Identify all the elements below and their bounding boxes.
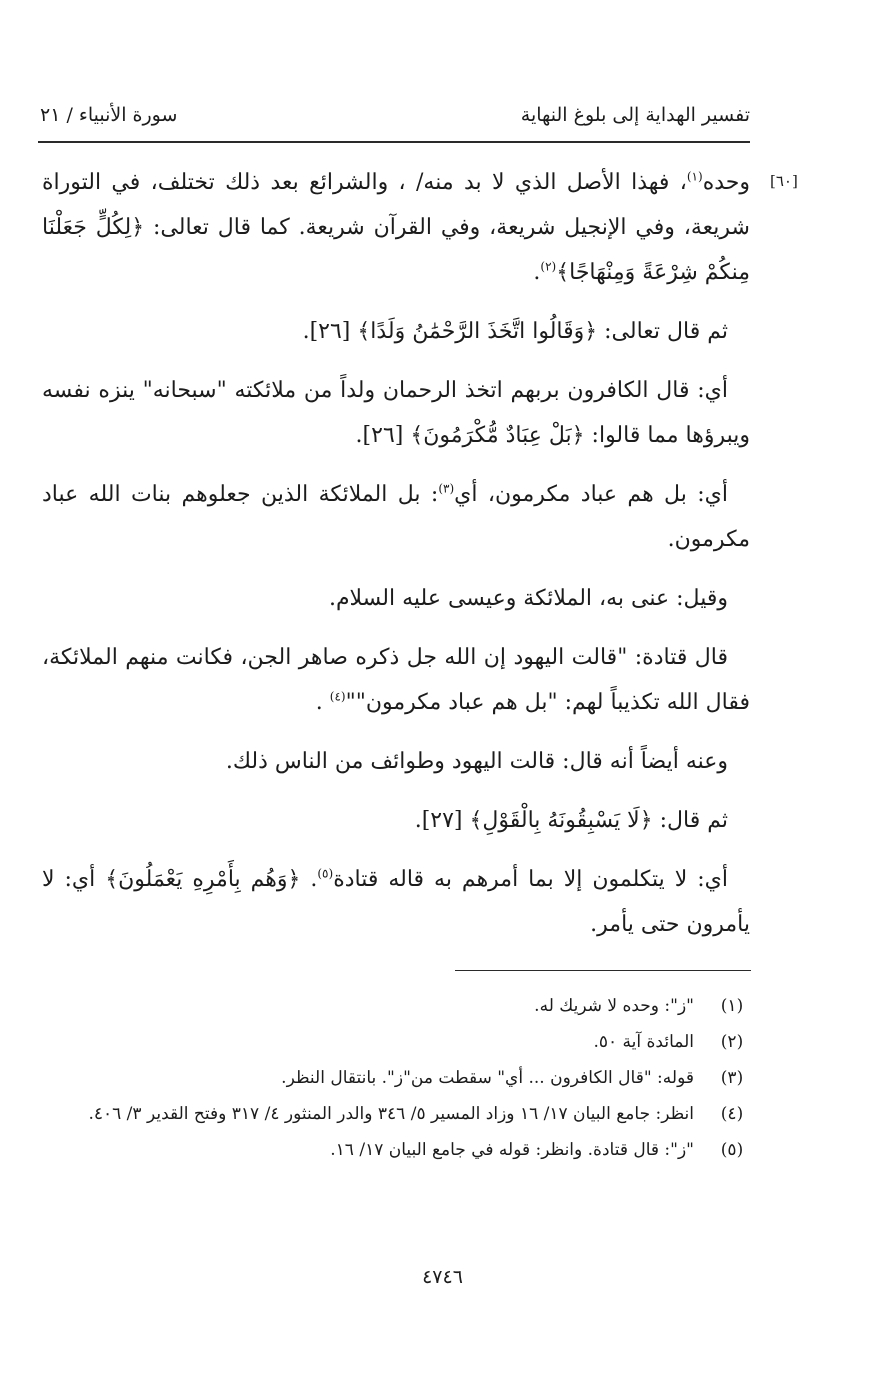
footnote-number: (٥) xyxy=(720,1140,744,1160)
footnote-separator xyxy=(455,970,751,971)
footnote xyxy=(42,1098,752,1130)
footnote-ref: (٤) xyxy=(329,689,346,704)
quran-verse: ﴿لِكُلٍّ جَعَلْنَا مِنكُمْ شِرْعَةً وَمِنْهَاجًا﴾ xyxy=(42,215,750,285)
footnote-ref: (١) xyxy=(686,169,703,184)
footnote xyxy=(42,990,752,1022)
footnote-text: قوله: "قال الكافرون ... أي" سقطت من"ز". بانتقال النظر. xyxy=(281,1068,694,1088)
footnote xyxy=(42,1026,752,1058)
quran-verse: ﴿وَهُم بِأَمْرِهِ يَعْمَلُونَ﴾ xyxy=(105,867,301,892)
footnote-text: المائدة آية ٥٠. xyxy=(593,1032,694,1052)
footnote-number: (٤) xyxy=(720,1104,744,1124)
quran-verse: ﴿لَا يَسْبِقُونَهُ بِالْقَوْلِ﴾ xyxy=(469,808,653,833)
paragraph: وحده$^{(١)}$، فهذا الأصل الذي لا بد منه/ ، والشرائع بعد ذلك تختلف، في التوراة شريعة، وفي الإنجيل شريعة، وفي القرآن شريعة. كما قال تعالى: ﴿لِكُلٍّ جَعَلْنَا مِنكُمْ شِرْعَةً وَمِنْهَاجًا﴾$^{(٢)}$. xyxy=(42,169,750,285)
paragraph: أي: لا يتكلمون إلا بما أمرهم به قاله قتادة$^{(٥)}$. ﴿وَهُم بِأَمْرِهِ يَعْمَلُونَ﴾ أي: لا يأمرون حتى يأمر. xyxy=(42,866,750,937)
footnote-number: (٢) xyxy=(720,1032,744,1052)
quran-verse: ﴿وَقَالُوا اتَّخَذَ الرَّحْمَٰنُ وَلَدًا﴾ xyxy=(357,319,598,344)
book-title: تفسير الهداية إلى بلوغ النهاية xyxy=(520,104,750,126)
footnote-text: "ز": قال قتادة. وانظر: قوله في جامع البيان ١٧/ ١٦. xyxy=(330,1140,694,1160)
footnote-number: (١) xyxy=(720,996,744,1016)
footnote xyxy=(42,1062,752,1094)
paragraph: وعنه أيضاً أنه قال: قالت اليهود وطوائف من الناس ذلك. xyxy=(225,749,728,774)
header-rule xyxy=(38,141,750,143)
running-header xyxy=(40,104,750,138)
footnote-text: انظر: جامع البيان ١٧/ ١٦ وزاد المسير ٥/ ٣٤٦ والدر المنثور ٤/ ٣١٧ وفتح القدير ٣/ ٤٠٦. xyxy=(88,1104,694,1124)
footnote-ref: (٥) xyxy=(317,866,334,881)
footnote-ref: (٣) xyxy=(438,481,455,496)
footnote-number: (٣) xyxy=(720,1068,744,1088)
honorific-glyph: عليه السلام xyxy=(335,586,441,611)
footnote-ref: (٢) xyxy=(540,259,557,274)
paragraph: أي: قال الكافرون بربهم اتخذ الرحمان ولداً من ملائكته "سبحانه" ينزه نفسه ويبرؤها مما قالوا: ﴿بَلْ عِبَادٌ مُّكْرَمُونَ﴾ [٢٦]. xyxy=(42,378,750,448)
paragraph: ثم قال تعالى: ﴿وَقَالُوا اتَّخَذَ الرَّحْمَٰنُ وَلَدًا﴾ [٢٦]. xyxy=(302,319,728,344)
paragraph: ثم قال: ﴿لَا يَسْبِقُونَهُ بِالْقَوْلِ﴾ [٢٧]. xyxy=(414,808,728,833)
paragraph: قال قتادة: "قالت اليهود إن الله جل ذكره صاهر الجن، فكانت منهم الملائكة، فقال الله تكذيباً لهم: "بل هم عباد مكرمون""$^{(٤)}$ . xyxy=(42,645,750,715)
paragraph: وقيل: عنى به، الملائكة وعيسى عليه السلام. xyxy=(328,586,728,611)
footnote-text: "ز": وحده لا شريك له. xyxy=(534,996,694,1016)
surah-page-label: سورة الأنبياء / ٢١ xyxy=(40,104,178,126)
margin-marker: [٦٠] xyxy=(770,172,798,190)
page-number: ٤٧٤٦ xyxy=(422,1266,463,1288)
paragraph: أي: بل هم عباد مكرمون، أي$^{(٣)}$: بل الملائكة الذين جعلوهم بنات الله عباد مكرمون. xyxy=(42,481,750,552)
footnote xyxy=(42,1134,752,1166)
main-text xyxy=(42,160,750,961)
footnotes xyxy=(42,990,752,1170)
quran-verse: ﴿بَلْ عِبَادٌ مُّكْرَمُونَ﴾ xyxy=(410,423,585,448)
